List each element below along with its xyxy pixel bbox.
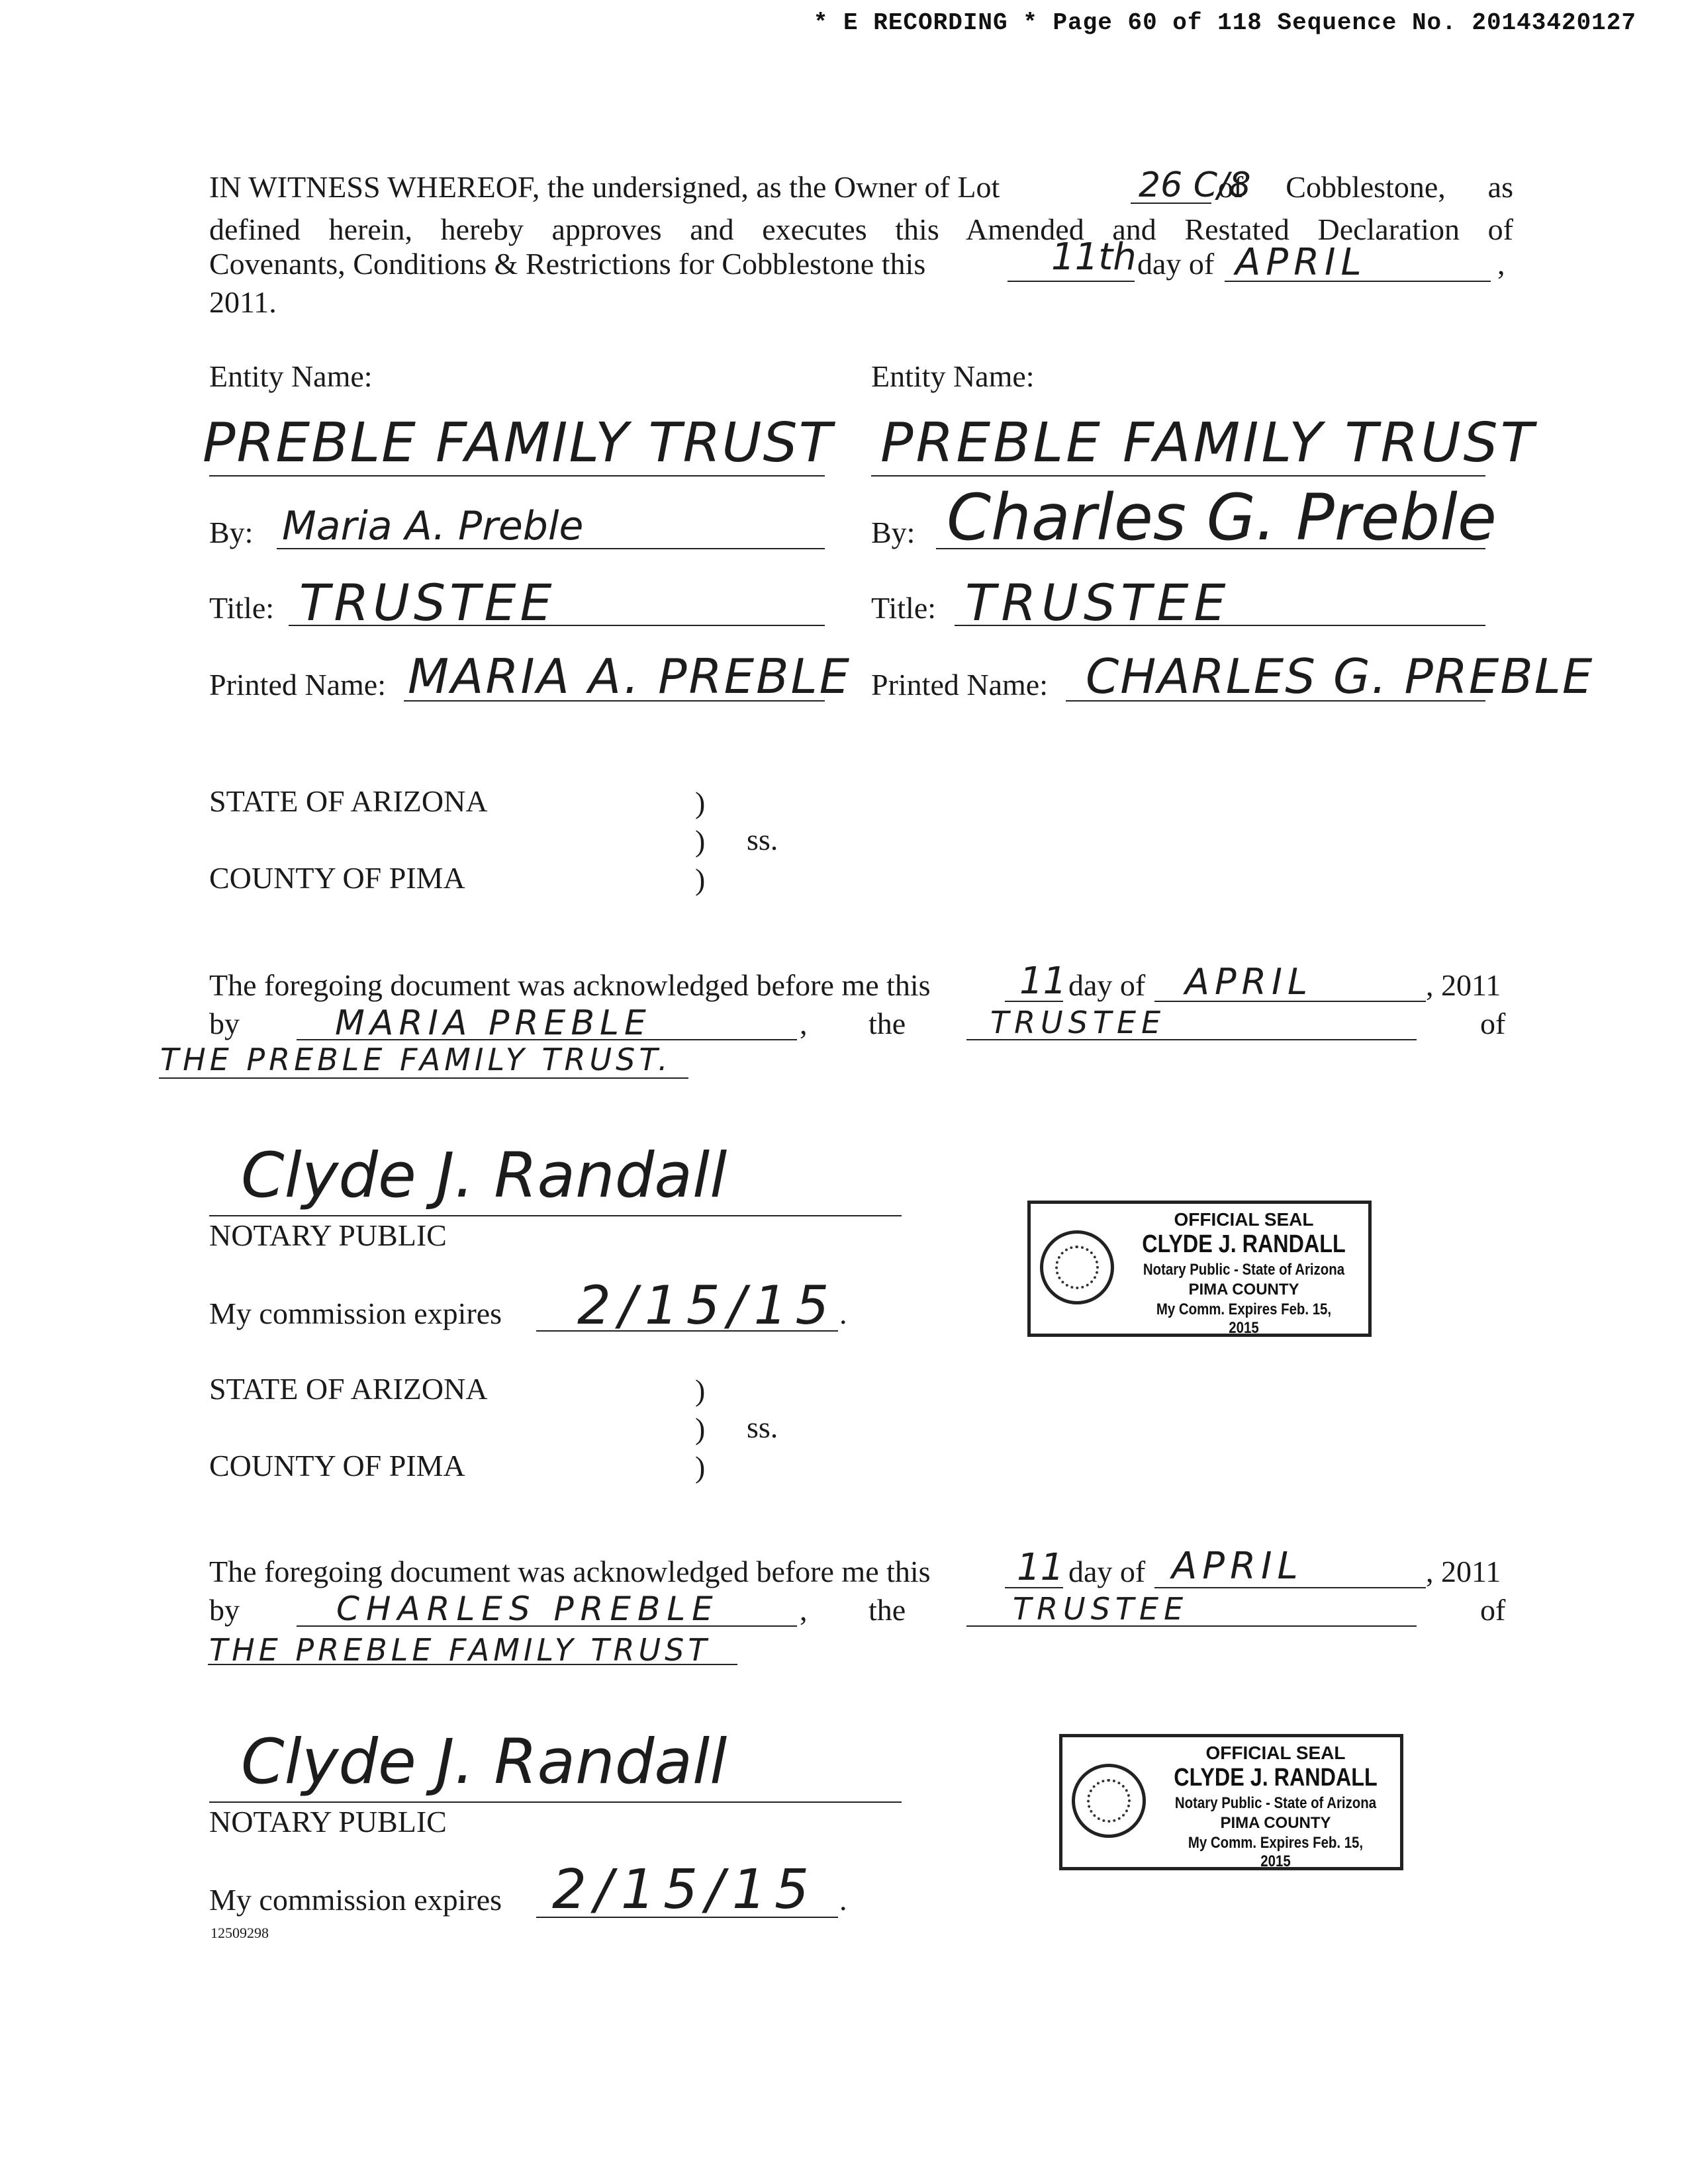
- seal-title: OFFICIAL SEAL: [1174, 1209, 1314, 1230]
- notary-signature-line-2: [209, 1801, 902, 1803]
- ack2-the: the: [868, 1593, 906, 1627]
- recording-header: * E RECORDING * Page 60 of 118 Sequence No. 20143420127: [813, 9, 1636, 36]
- official-seal-1: [1027, 1201, 1372, 1337]
- venue-state-1: STATE OF ARIZONA: [209, 784, 488, 818]
- witness-day-line: [1008, 281, 1135, 282]
- signature-left: Maria A. Preble: [282, 503, 584, 549]
- ack2-comma: ,: [800, 1593, 808, 1627]
- ack2-capacity-handwritten: TRUSTEE: [1013, 1591, 1189, 1627]
- ack1-by: by: [209, 1007, 240, 1040]
- ack2-entity-handwritten: THE PREBLE FAMILY TRUST: [209, 1632, 711, 1668]
- ack1-year: , 2011: [1426, 968, 1501, 1002]
- commission-label-2: My commission expires: [209, 1883, 502, 1917]
- venue-ss-1: ss.: [747, 823, 778, 856]
- seal-county: PIMA COUNTY: [1220, 1814, 1331, 1832]
- commission-period-2: .: [839, 1883, 847, 1917]
- by-line-left: [277, 548, 825, 549]
- by-label-right: By:: [871, 516, 915, 549]
- ack1-name-handwritten: MARIA PREBLE: [335, 1003, 651, 1043]
- title-label-right: Title:: [871, 591, 937, 625]
- seal-county: PIMA COUNTY: [1188, 1281, 1299, 1298]
- seal-notary-state: Notary Public - State of Arizona: [1174, 1794, 1377, 1812]
- ack2-day-handwritten: 11: [1017, 1546, 1064, 1589]
- printed-name-value-right: CHARLES G. PREBLE: [1086, 649, 1594, 704]
- witness-line-3: Covenants, Conditions & Restrictions for Cobblestone this: [209, 247, 926, 281]
- ack1-entity-line: [159, 1077, 688, 1079]
- document-number: 12509298: [211, 1925, 269, 1941]
- entity-name-line-right: [871, 475, 1485, 477]
- title-value-right: TRUSTEE: [965, 573, 1231, 632]
- ack2-year: , 2011: [1426, 1555, 1501, 1588]
- seal-expiry: My Comm. Expires Feb. 15, 2015: [1188, 1834, 1364, 1870]
- lot-number-line: [1131, 203, 1211, 204]
- venue-county-2: COUNTY OF PIMA: [209, 1449, 465, 1482]
- ack1-comma: ,: [800, 1007, 808, 1040]
- seal-title: OFFICIAL SEAL: [1205, 1743, 1346, 1763]
- witness-comma: ,: [1497, 247, 1505, 281]
- venue-paren-1a: ): [695, 786, 706, 819]
- seal-notary-name: CLYDE J. RANDALL: [1174, 1764, 1378, 1792]
- entity-name-label-right: Entity Name:: [871, 359, 1035, 393]
- entity-name-value-right: PREBLE FAMILY TRUST: [880, 412, 1536, 475]
- ack1-of: of: [1480, 1007, 1506, 1040]
- official-seal-2: [1059, 1734, 1403, 1870]
- notary-signature-1: Clyde J. Randall: [241, 1140, 727, 1212]
- seal-expiry: My Comm. Expires Feb. 15, 2015: [1156, 1300, 1332, 1337]
- notary-signature-line-1: [209, 1215, 902, 1216]
- ack1-line-1: The foregoing document was acknowledged before me this: [209, 968, 931, 1002]
- ack1-capacity-handwritten: TRUSTEE: [990, 1005, 1166, 1040]
- ack2-entity-line: [208, 1664, 737, 1665]
- entity-name-line-left: [209, 475, 825, 477]
- ack1-day-handwritten: 11: [1019, 960, 1067, 1003]
- state-seal-emblem: [1040, 1230, 1114, 1304]
- ack2-month-handwritten: APRIL: [1172, 1545, 1303, 1588]
- printed-name-line-left: [404, 700, 825, 702]
- notary-signature-2: Clyde J. Randall: [241, 1726, 727, 1798]
- witness-line-1: IN WITNESS WHEREOF, the undersigned, as the Owner of Lot: [209, 170, 1000, 204]
- by-line-right: [936, 548, 1485, 549]
- ack2-by: by: [209, 1593, 240, 1627]
- notary-label-1: NOTARY PUBLIC: [209, 1218, 447, 1252]
- witness-line-1-end: of Cobblestone, as: [1218, 170, 1513, 204]
- ack1-entity-handwritten: THE PREBLE FAMILY TRUST.: [160, 1042, 672, 1077]
- venue-paren-2a: ): [695, 1373, 706, 1407]
- printed-name-label-right: Printed Name:: [871, 668, 1048, 702]
- witness-day-of: day of: [1137, 247, 1215, 281]
- ack2-of: of: [1480, 1593, 1506, 1627]
- seal-notary-name: CLYDE J. RANDALL: [1142, 1230, 1346, 1258]
- ack2-line-1: The foregoing document was acknowledged before me this: [209, 1555, 931, 1588]
- title-label-left: Title:: [209, 591, 275, 625]
- venue-ss-2: ss.: [747, 1410, 778, 1444]
- witness-year: 2011.: [209, 285, 277, 319]
- seal-notary-state: Notary Public - State of Arizona: [1143, 1261, 1345, 1279]
- printed-name-value-left: MARIA A. PREBLE: [408, 649, 852, 704]
- ack2-name-handwritten: CHARLES PREBLE: [336, 1590, 720, 1628]
- commission-date-1: 2/15/15: [577, 1275, 837, 1336]
- commission-date-2: 2/15/15: [552, 1858, 818, 1921]
- title-line-right: [955, 625, 1485, 626]
- entity-name-value-left: PREBLE FAMILY TRUST: [203, 412, 833, 475]
- ack2-day-of: day of: [1068, 1555, 1146, 1588]
- signature-right: Charles G. Preble: [947, 480, 1497, 555]
- entity-name-label-left: Entity Name:: [209, 359, 373, 393]
- venue-county-1: COUNTY OF PIMA: [209, 861, 465, 895]
- venue-paren-2b: ): [695, 1412, 706, 1445]
- venue-paren-1b: ): [695, 824, 706, 858]
- lot-number-handwritten: 26 C/8: [1139, 165, 1251, 205]
- witness-month-handwritten: APRIL: [1235, 241, 1367, 284]
- commission-label-1: My commission expires: [209, 1297, 502, 1330]
- title-value-left: TRUSTEE: [299, 573, 556, 632]
- ack1-day-of: day of: [1068, 968, 1146, 1002]
- witness-line-2: defined herein, hereby approves and executes this Amended and Restated Declaration of: [209, 212, 1513, 246]
- by-label-left: By:: [209, 516, 254, 549]
- witness-day-handwritten: 11th: [1051, 236, 1137, 279]
- title-line-left: [289, 625, 825, 626]
- ack1-the: the: [868, 1007, 906, 1040]
- venue-paren-2c: ): [695, 1450, 706, 1484]
- state-seal-emblem: [1072, 1764, 1146, 1838]
- printed-name-line-right: [1066, 700, 1485, 702]
- printed-name-label-left: Printed Name:: [209, 668, 386, 702]
- venue-state-2: STATE OF ARIZONA: [209, 1372, 488, 1406]
- commission-period-1: .: [839, 1297, 847, 1330]
- venue-paren-1c: ): [695, 862, 706, 896]
- notary-label-2: NOTARY PUBLIC: [209, 1805, 447, 1839]
- ack1-month-handwritten: APRIL: [1185, 961, 1313, 1003]
